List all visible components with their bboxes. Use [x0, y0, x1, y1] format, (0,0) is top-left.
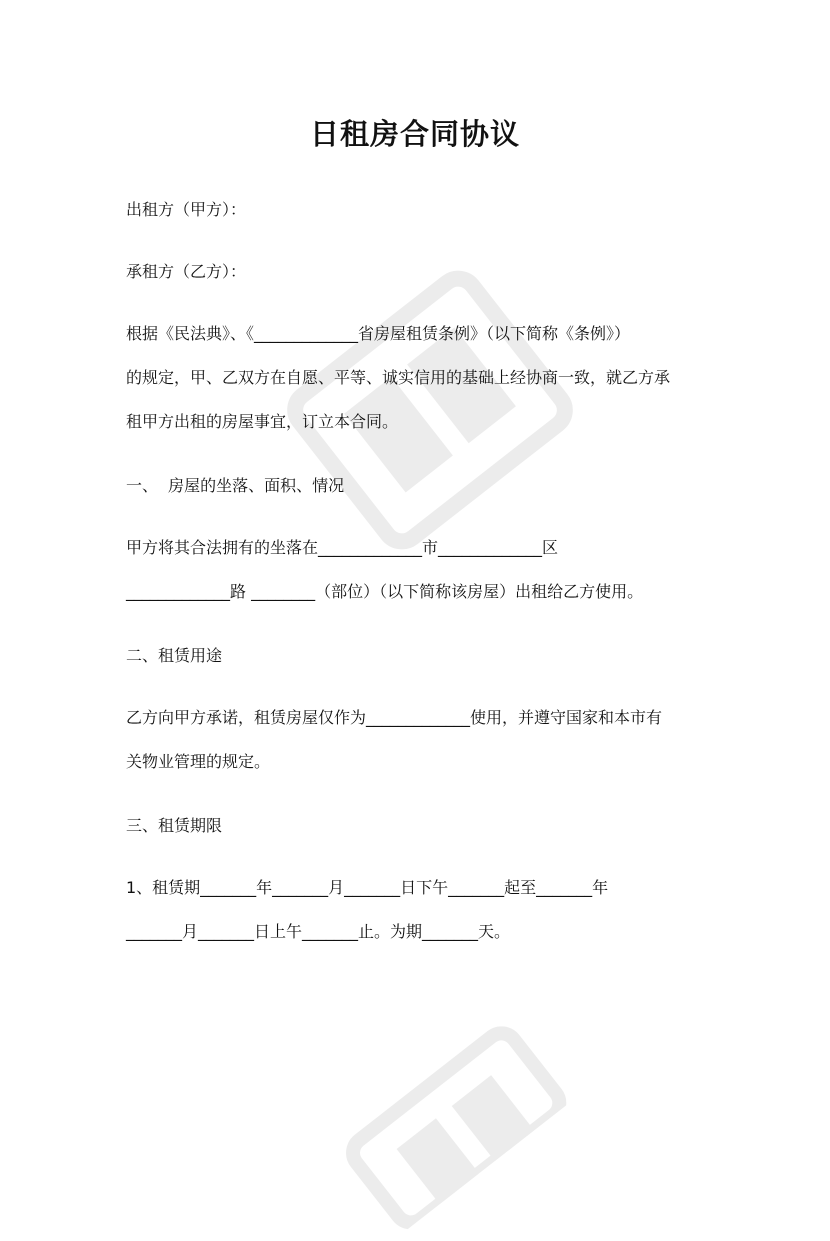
section1-line-2: _____________路 ________（部位）（以下简称该房屋）出租给乙方使用。 — [126, 582, 644, 601]
section2-line-2: 关物业管理的规定。 — [126, 752, 271, 771]
preamble-line-1: 根据《民法典》、《_____________省房屋租赁条例》（以下简称《条例》） — [126, 324, 631, 343]
preamble-line-2: 的规定，甲、乙双方在自愿、平等、诚实信用的基础上经协商一致，就乙方承 — [126, 368, 671, 387]
section3-heading: 三、租赁期限 — [126, 816, 223, 835]
section1-heading: 一、 房屋的坐落、面积、情况 — [126, 476, 345, 495]
section3-line-1: 1、租赁期_______年_______月_______日下午_______起至_______年 — [126, 878, 609, 897]
section1-line-1: 甲方将其合法拥有的坐落在_____________市_____________区 — [126, 538, 559, 557]
lessee-line: 承租方（乙方）： — [126, 262, 247, 281]
document-title: 日租房合同协议 — [309, 117, 520, 151]
preamble-line-3: 租甲方出租的房屋事宜，订立本合同。 — [126, 412, 399, 431]
section2-line-1: 乙方向甲方承诺，租赁房屋仅作为_____________使用，并遵守国家和本市有 — [126, 708, 663, 727]
section2-heading: 二、租赁用途 — [126, 646, 223, 665]
watermark-stamp-bottom — [318, 999, 581, 1241]
section3-line-2: _______月_______日上午_______止。为期_______天。 — [126, 922, 511, 941]
lessor-line: 出租方（甲方）： — [126, 200, 247, 219]
